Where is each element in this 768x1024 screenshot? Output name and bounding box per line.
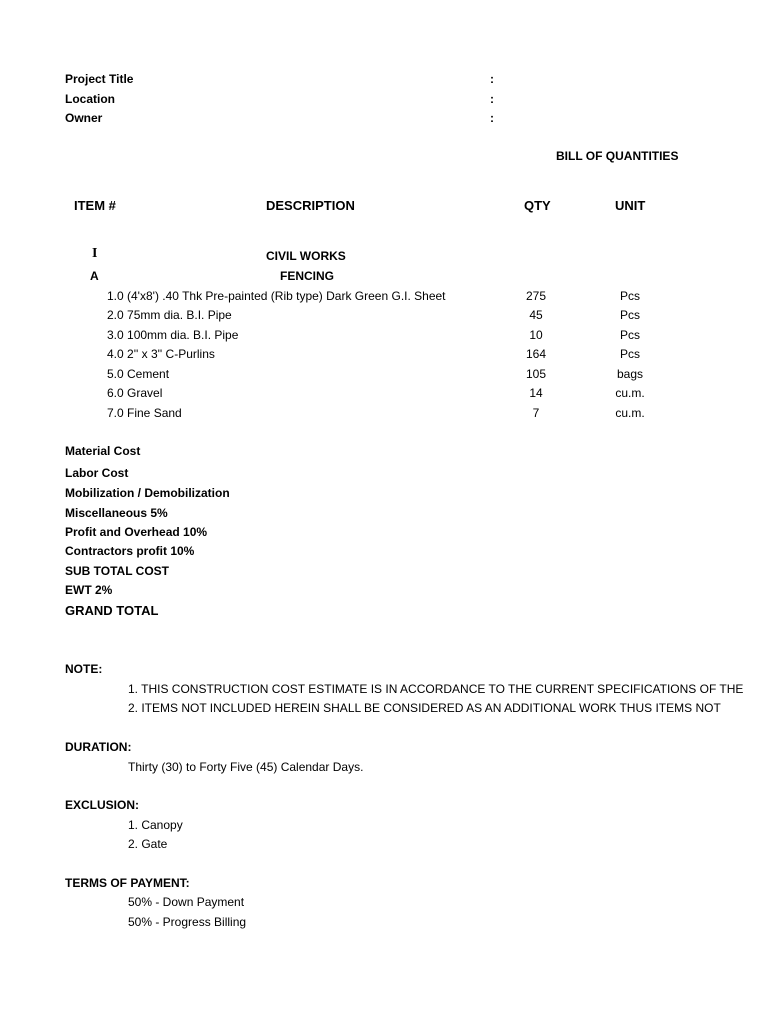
table-row-description: 5.0 Cement	[107, 367, 170, 381]
labor-cost-label: Labor Cost	[65, 466, 129, 480]
terms-item: 50% - Down Payment	[128, 895, 245, 909]
note-item: 2. ITEMS NOT INCLUDED HEREIN SHALL BE CONSIDERED AS AN ADDITIONAL WORK THUS ITEMS NOT	[128, 701, 721, 715]
table-row-unit: Pcs	[619, 308, 640, 322]
owner-colon: :	[490, 111, 494, 125]
table-row-qty: 164	[525, 347, 547, 361]
col-header-description: DESCRIPTION	[266, 198, 355, 213]
table-row-qty: 14	[529, 386, 543, 400]
ewt-label: EWT 2%	[65, 583, 113, 597]
table-row-description: 3.0 100mm dia. B.I. Pipe	[107, 328, 239, 342]
note-item: 1. THIS CONSTRUCTION COST ESTIMATE IS IN ACCORDANCE TO THE CURRENT SPECIFICATIONS OF THE	[128, 682, 744, 696]
table-row-description: 2.0 75mm dia. B.I. Pipe	[107, 308, 232, 322]
table-row-unit: bags	[616, 367, 644, 381]
table-row-description: 4.0 2'' x 3'' C-Purlins	[107, 347, 215, 361]
owner-label: Owner	[65, 111, 103, 125]
section-code: I	[92, 246, 98, 261]
table-row-qty: 105	[525, 367, 547, 381]
sub-total-label: SUB TOTAL COST	[65, 564, 170, 578]
col-header-qty: QTY	[524, 198, 551, 213]
table-row-qty: 10	[529, 328, 543, 342]
terms-heading: TERMS OF PAYMENT:	[65, 876, 190, 890]
table-row-unit: Pcs	[619, 328, 640, 342]
table-row-unit: Pcs	[619, 289, 640, 303]
contractors-profit-label: Contractors profit 10%	[65, 544, 195, 558]
table-row-qty: 7	[532, 406, 540, 420]
table-row-qty: 275	[525, 289, 547, 303]
doc-title: BILL OF QUANTITIES	[556, 149, 679, 163]
location-colon: :	[490, 92, 494, 106]
terms-item: 50% - Progress Billing	[128, 915, 247, 929]
duration-text: Thirty (30) to Forty Five (45) Calendar Days.	[128, 760, 364, 774]
section-title: CIVIL WORKS	[266, 249, 346, 263]
duration-heading: DURATION:	[65, 740, 132, 754]
subsection-title: FENCING	[280, 269, 334, 283]
miscellaneous-label: Miscellaneous 5%	[65, 506, 168, 520]
subsection-code: A	[90, 269, 99, 283]
table-row-unit: Pcs	[619, 347, 640, 361]
exclusion-heading: EXCLUSION:	[65, 798, 140, 812]
table-row-unit: cu.m.	[615, 406, 645, 420]
col-header-unit: UNIT	[615, 198, 646, 213]
exclusion-item: 1. Canopy	[128, 818, 183, 832]
location-label: Location	[65, 92, 115, 106]
table-row-description: 7.0 Fine Sand	[107, 406, 182, 420]
table-row-unit: cu.m.	[615, 386, 645, 400]
grand-total-label: GRAND TOTAL	[65, 603, 159, 618]
material-cost-label: Material Cost	[65, 444, 141, 458]
mobilization-label: Mobilization / Demobilization	[65, 486, 230, 500]
profit-overhead-label: Profit and Overhead 10%	[65, 525, 208, 539]
project-title-label: Project Title	[65, 72, 134, 86]
note-heading: NOTE:	[65, 662, 103, 676]
table-row-description: 1.0 (4'x8') .40 Thk Pre-painted (Rib type) Dark Green G.I. Sheet	[107, 289, 446, 303]
project-title-colon: :	[490, 72, 494, 86]
exclusion-item: 2. Gate	[128, 837, 168, 851]
table-row-qty: 45	[529, 308, 543, 322]
col-header-item: ITEM #	[74, 198, 116, 213]
table-row-description: 6.0 Gravel	[107, 386, 163, 400]
